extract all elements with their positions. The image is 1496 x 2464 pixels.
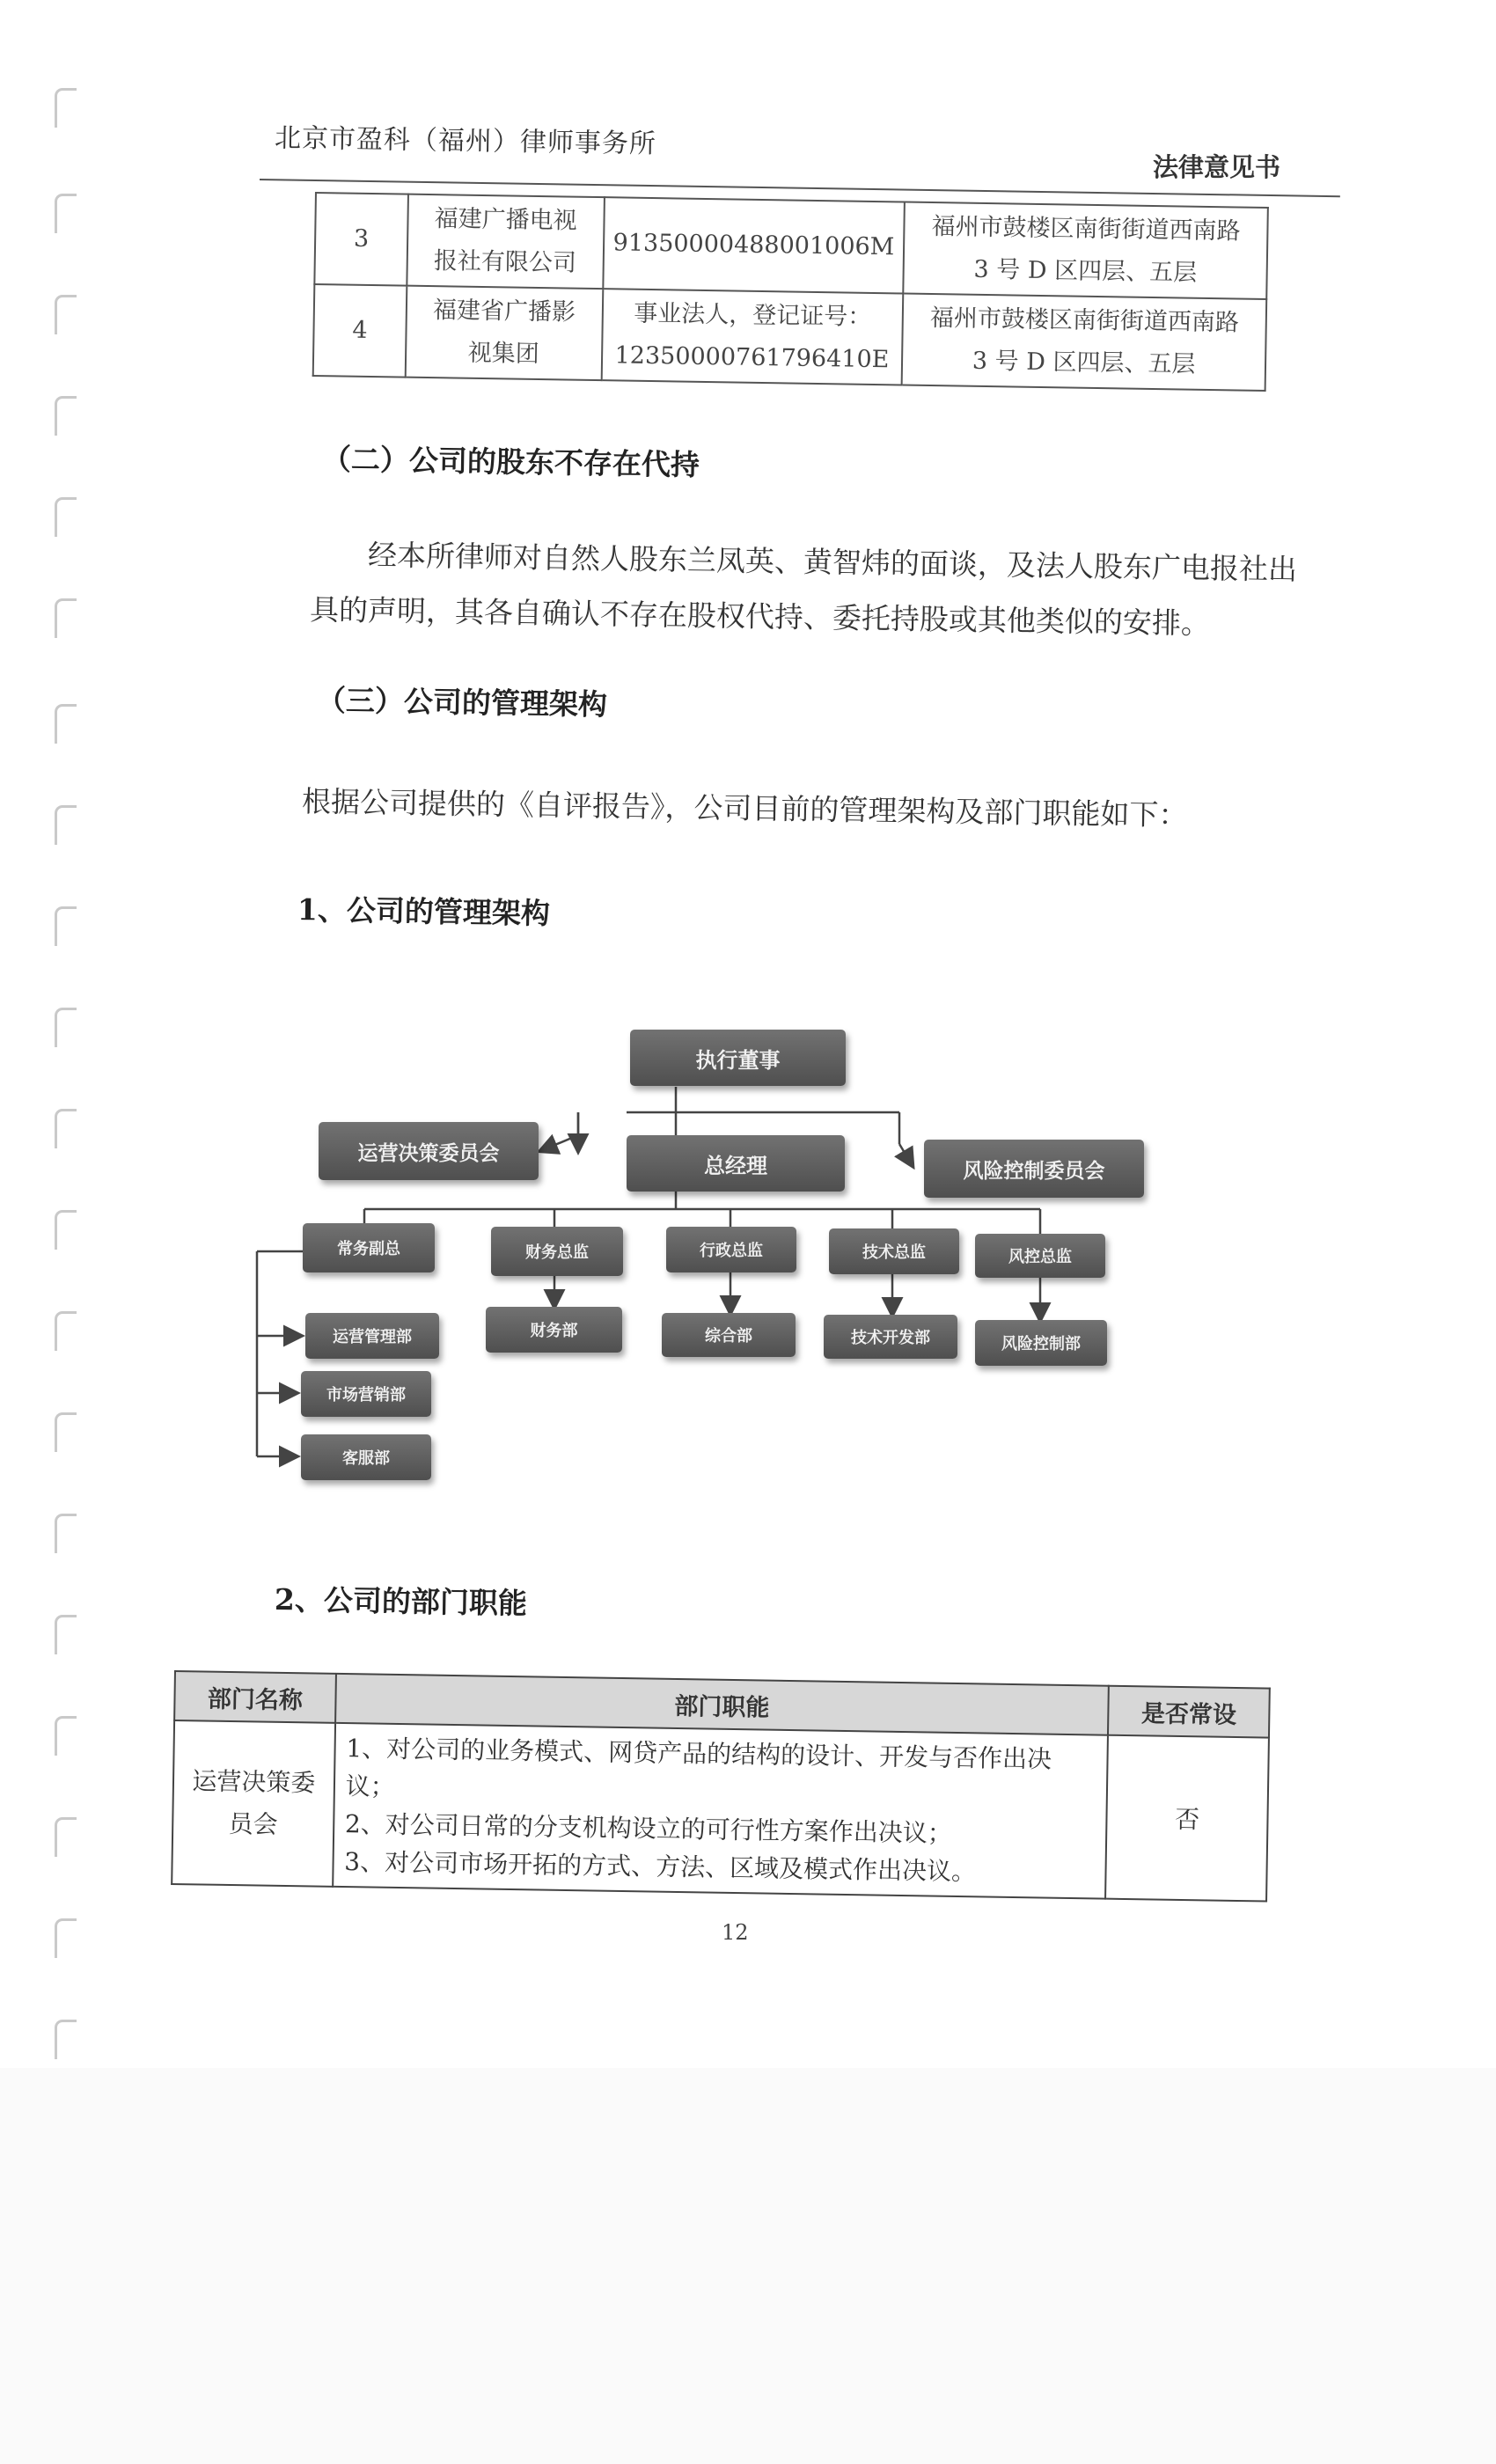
credit-code: [603, 197, 905, 293]
column-header: 是否常设: [1108, 1686, 1270, 1738]
org-node-general-manager: 总经理: [627, 1135, 845, 1192]
binding-hole: [55, 194, 77, 233]
shareholder-table: [312, 192, 1269, 392]
law-firm-name: 北京市盈科（福州）律师事务所: [274, 122, 657, 160]
section-heading-3: （三）公司的管理架构: [316, 683, 608, 722]
binding-hole: [55, 88, 77, 128]
name-line: 运营决策委: [192, 1766, 316, 1798]
code-line: 事业法人，登记证号：: [634, 299, 872, 331]
code-line: 91350000488001006M: [612, 229, 895, 261]
org-node-executive-director: 执行董事: [630, 1030, 846, 1086]
paragraph-line: 具的声明，其各自确认不存在股权代持、委托持股或其他类似的安排。: [309, 592, 1211, 642]
org-node-admin-director: 行政总监: [666, 1227, 796, 1272]
binding-hole: [55, 295, 77, 334]
name-line: 员会: [228, 1808, 278, 1839]
binding-hole: [55, 1615, 77, 1654]
subheading-functions: 2、公司的部门职能: [274, 1582, 528, 1621]
name-line: 福建省广播影: [432, 297, 576, 326]
duty-line: 2、对公司日常的分支机构设立的可行性方案作出决议；: [344, 1809, 953, 1848]
shareholder-name: [405, 286, 602, 380]
shareholder-name: [407, 194, 604, 289]
subheading-structure: 1、公司的管理架构: [297, 892, 551, 931]
row-number: 3: [314, 193, 407, 286]
address-line: 福州市鼓楼区南街街道西南路: [929, 304, 1240, 337]
org-node-customer-service-dept: 客服部: [301, 1434, 431, 1480]
binding-hole: [55, 497, 77, 537]
intro-paragraph: 根据公司提供的《自评报告》，公司目前的管理架构及部门职能如下：: [301, 784, 1188, 832]
name-line: 福建广播电视: [434, 205, 577, 235]
credit-code: [601, 289, 903, 385]
department-function-table: [171, 1670, 1271, 1903]
binding-hole: [55, 1817, 77, 1857]
document-type: 法律意见书: [1152, 152, 1280, 182]
duty-line: 3、对公司市场开拓的方式、方法、区域及模式作出决议。: [344, 1847, 977, 1887]
name-line: 报社有限公司: [433, 247, 577, 277]
binding-hole: [55, 1918, 77, 1958]
paragraph-line: 经本所律师对自然人股东兰凤英、黄智炜的面谈，及法人股东广电报社出: [367, 538, 1298, 587]
binding-hole: [55, 1514, 77, 1553]
binding-hole: [55, 1311, 77, 1351]
binding-hole: [55, 805, 77, 845]
binding-holes: [46, 88, 81, 2068]
section-heading-2: （二）公司的股东不存在代持: [321, 442, 700, 482]
org-node-risk-committee: 风险控制委员会: [924, 1140, 1144, 1198]
binding-hole: [55, 1210, 77, 1250]
org-node-cfo: 财务总监: [491, 1227, 623, 1276]
org-chart: [231, 1003, 1181, 1514]
table-row: [313, 284, 1267, 391]
table-row: [172, 1720, 1269, 1902]
address-line: 3 号 D 区四层、五层: [973, 255, 1198, 287]
address: [904, 202, 1268, 299]
binding-hole: [55, 1716, 77, 1756]
org-node-ops-management-dept: 运营管理部: [305, 1313, 439, 1359]
permanent-flag: 否: [1105, 1735, 1269, 1902]
binding-hole: [55, 1109, 77, 1148]
org-node-ops-committee: 运营决策委员会: [319, 1122, 539, 1180]
address-line: 福州市鼓楼区南街街道西南路: [931, 213, 1241, 246]
column-header: 部门名称: [174, 1671, 336, 1723]
org-node-finance-dept: 财务部: [486, 1307, 622, 1353]
page-number: 12: [722, 1920, 749, 1945]
duty-line: 1、对公司的业务模式、网贷产品的结构的设计、开发与否作出决: [346, 1734, 1052, 1774]
column-header: 部门职能: [335, 1674, 1109, 1735]
scan-background: [0, 2068, 1496, 2464]
org-node-risk-control-dept: 风险控制部: [975, 1320, 1107, 1366]
org-node-risk-director: 风控总监: [975, 1234, 1105, 1278]
code-line: 12350000761796410E: [614, 341, 890, 374]
org-node-tech-director: 技术总监: [829, 1228, 959, 1274]
department-duties: [333, 1723, 1108, 1899]
org-node-executive-vp: 常务副总: [303, 1223, 435, 1272]
binding-hole: [55, 2020, 77, 2059]
binding-hole: [55, 1008, 77, 1047]
address-line: 3 号 D 区四层、五层: [972, 347, 1196, 378]
org-node-marketing-dept: 市场营销部: [301, 1371, 431, 1417]
org-node-general-affairs-dept: 综合部: [662, 1313, 796, 1357]
org-node-tech-dev-dept: 技术开发部: [824, 1315, 957, 1359]
binding-hole: [55, 598, 77, 638]
binding-hole: [55, 396, 77, 436]
address: [902, 294, 1266, 391]
row-number: 4: [313, 284, 407, 378]
department-name: [172, 1720, 335, 1887]
duty-line: 议；: [345, 1771, 395, 1801]
binding-hole: [55, 906, 77, 946]
binding-hole: [55, 704, 77, 744]
binding-hole: [55, 1412, 77, 1452]
table-row: [314, 193, 1268, 299]
name-line: 视集团: [467, 339, 540, 369]
